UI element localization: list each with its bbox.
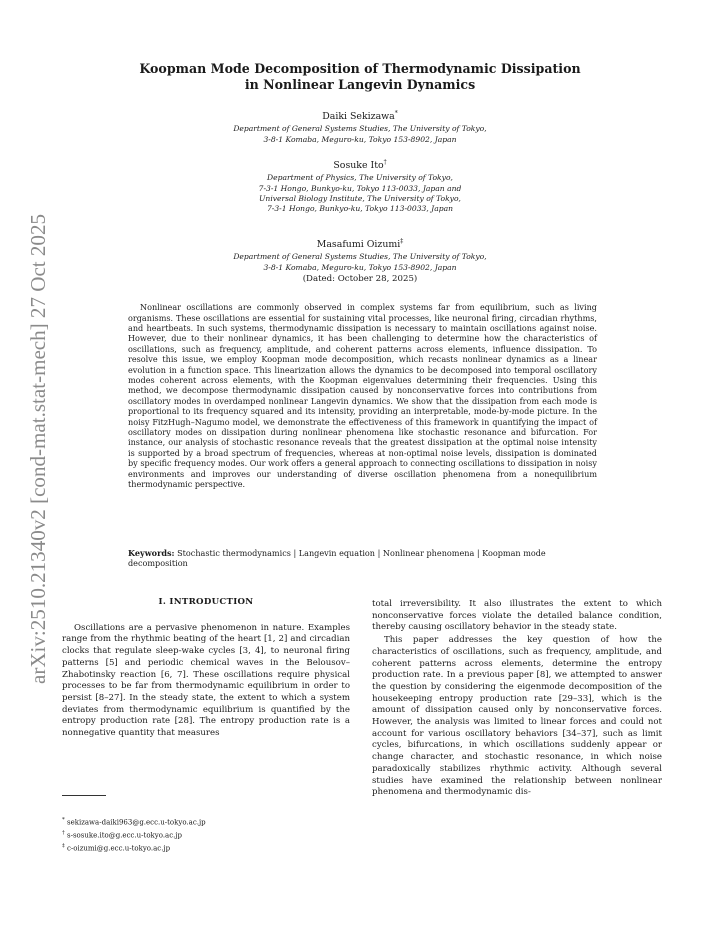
body-paragraph: Oscillations are a pervasive phenomenon in nature. Examples range from the rhythmic beating of the heart [1, 2] and circadian clocks that regulate sleep-wake cycles [3, 4], to neuronal firing patterns [5] and periodic chemical waves in the Belousov–Zhabotinsky reaction [6, 7]. These oscillations require physical processes to be far from thermodynamic equilibrium in order to persist [8–27]. In the steady state, the extent to which a system deviates from thermodynamic equilibrium is quantified by the entropy production rate [28]. The entropy production rate is a nonnegative quantity that measures: [62, 622, 350, 739]
title-line-2: in Nonlinear Langevin Dynamics: [244, 77, 476, 92]
affiliation-line: Department of General Systems Studies, The University of Tokyo,: [233, 124, 487, 134]
section-heading: I. INTRODUCTION: [158, 597, 254, 607]
affiliation-line: 7-3-1 Hongo, Bunkyo-ku, Tokyo 113-0033, Japan and: [258, 183, 462, 193]
affiliation-line: 7-3-1 Hongo, Bunkyo-ku, Tokyo 113-0033, Japan: [266, 204, 454, 214]
body-paragraph: This paper addresses the key question of how the characteristics of oscillations, such as frequency, amplitude, and coherent patterns across elements, determine the entropy production rate. In a previous paper [8], we attempted to answer the question by considering the eigenmode decomposition of the housekeeping entropy production rate [29–33], which is the amount of dissipation caused only by nonconservative forces. However, the analysis was limited to linear forces and could not account for various oscillatory behaviors [34–37], such as limit cycles, bifurcations, in which oscillations suddenly appear or change character, and stochastic resonance, in which noise paradoxically stabilizes rhythmic activity. Although several studies have examined the relationship between nonlinear phenomena and thermodynamic dis-: [372, 635, 662, 798]
keywords: [128, 548, 597, 569]
arxiv-identifier: [18, 194, 56, 694]
footnote-item: † s-sosuke.ito@g.ecc.u-tokyo.ac.jp: [62, 829, 183, 840]
author-name: Sosuke Ito†: [333, 159, 387, 172]
title-line-1: Koopman Mode Decomposition of Thermodynamic Dissipation: [139, 61, 581, 76]
body-paragraph: total irreversibility. It also illustrates the extent to which nonconservative forces violate the detailed balance condition, thereby causing oscillatory behavior in the steady state.: [372, 599, 662, 633]
paper-title: [120, 61, 600, 93]
footnote-rule: [62, 795, 106, 796]
affiliation-line: 3-8-1 Komaba, Meguro-ku, Tokyo 153-8902, Japan: [263, 262, 457, 272]
date-line: (Dated: October 28, 2025): [302, 273, 418, 284]
affiliation-line: Department of General Systems Studies, The University of Tokyo,: [233, 252, 487, 262]
affiliation-line: Department of Physics, The University of Tokyo,: [267, 173, 453, 183]
abstract: Nonlinear oscillations are commonly observed in complex systems far from equilibrium, such as living organisms. These oscillations are essential for sustaining vital processes, like neuronal firing, circadian rhythms, and heartbeats. In such systems, thermodynamic dissipation is necessary to maintain oscillations against noise. However, due to their nonlinear dynamics, it has been challenging to determine how the characteristics of oscillations, such as frequency, amplitude, and coherent patterns across elements, influence dissipation. To resolve this issue, we employ Koopman mode decomposition, which recasts nonlinear dynamics as a linear evolution in a function space. This linearization allows the dynamics to be decomposed into temporal oscillatory modes coherent across elements, with the Koopman eigenvalues determining their frequencies. Using this method, we decompose thermodynamic dissipation caused by nonconservative forces into contributions from oscillatory modes in overdamped nonlinear Langevin dynamics. We show that the dissipation from each mode is proportional to its frequency squared and its intensity, providing an interpretable, mode-by-mode picture. In the noisy FitzHugh–Nagumo model, we demonstrate the effectiveness of this framework in quantifying the impact of oscillatory modes on dissipation during nonlinear phenomena like stochastic resonance and bifurcation. For instance, our analysis of stochastic resonance reveals that the greatest dissipation at the optimal noise intensity is supported by a broad spectrum of frequencies, whereas at non-optimal noise levels, dissipation is dominated by specific frequency modes. Our work offers a general approach to connecting oscillations to dissipation in noisy environments and improves our understanding of diverse oscillation phenomena from a nonequilibrium thermodynamic perspective.: [128, 302, 597, 489]
affiliation-line: 3-8-1 Komaba, Meguro-ku, Tokyo 153-8902, Japan: [263, 134, 457, 144]
affiliation-line: Universal Biology Institute, The University of Tokyo,: [259, 193, 461, 203]
footnotes: [62, 815, 362, 853]
footnote-item: ‡ c-oizumi@g.ecc.u-tokyo.ac.jp: [62, 842, 171, 852]
arxiv-identifier-text: arXiv:2510.21340v2 [cond-mat.stat-mech] 27 Oct 2025: [26, 203, 50, 684]
author-block-2: [150, 157, 570, 215]
footnote-item: * sekizawa-daiki963@g.ecc.u-tokyo.ac.jp: [62, 817, 206, 827]
left-column: [62, 597, 350, 740]
author-name: Daiki Sekizawa*: [322, 110, 398, 123]
author-name: Masafumi Oizumi‡: [316, 238, 404, 251]
author-block-1: [150, 108, 570, 145]
right-column: [372, 599, 662, 799]
keywords-label: Keywords:: [128, 548, 175, 558]
author-block-3: [150, 236, 570, 285]
keywords-text: Stochastic thermodynamics | Langevin equation | Nonlinear phenomena | Koopman mode decomposition: [128, 548, 546, 569]
